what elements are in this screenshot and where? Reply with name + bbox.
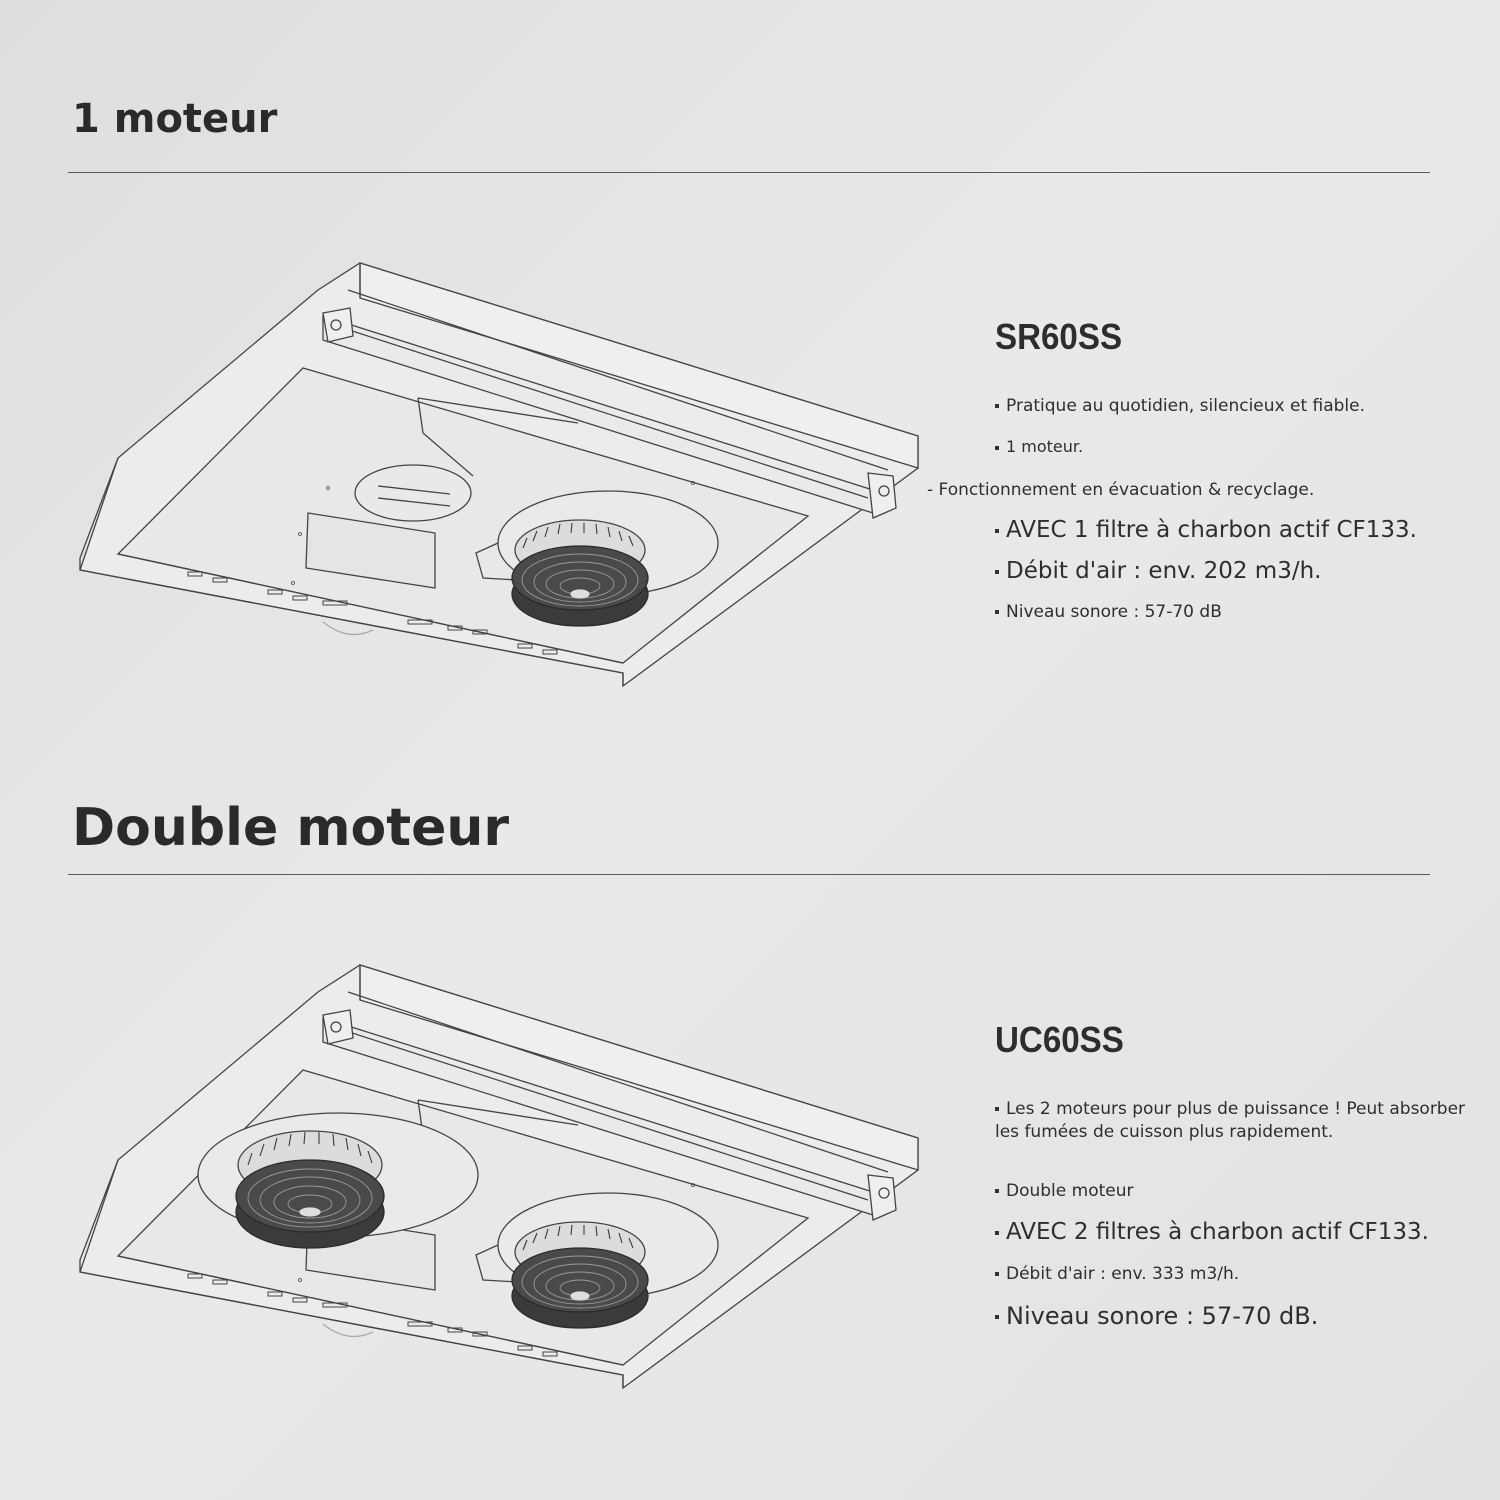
bullet-icon [995, 1231, 999, 1235]
bullet-text: Les 2 moteurs pour plus de puissance ! Peut absorber les fumées de cuisson plus rapidement. [995, 1099, 1466, 1142]
bullet-text: Double moteur [1006, 1181, 1134, 1201]
range-hood-drawing-double [78, 960, 923, 1390]
model-name: UC60SS [995, 1019, 1124, 1060]
model-name: SR60SS [995, 316, 1123, 357]
bullet-text: - Fonctionnement en évacuation & recyclage. [927, 480, 1315, 500]
feature-motor-count [995, 1181, 1134, 1201]
divider [68, 874, 1430, 875]
section-title: 1 moteur [72, 96, 278, 142]
feature-power [995, 1098, 1490, 1144]
bullet-text: AVEC 1 filtre à charbon actif CF133. [1006, 517, 1417, 543]
feature-airflow [995, 1264, 1239, 1284]
bullet-text: 1 moteur. [1006, 437, 1084, 456]
feature-filter [995, 1219, 1429, 1245]
bullet-icon [995, 1107, 999, 1111]
bullet-text: Débit d'air : env. 333 m3/h. [1006, 1264, 1240, 1284]
bullet-text: AVEC 2 filtres à charbon actif CF133. [1006, 1219, 1429, 1245]
feature-noise [995, 1302, 1318, 1330]
bullet-icon [995, 1272, 999, 1276]
bullet-text: Niveau sonore : 57-70 dB [1006, 602, 1222, 622]
bullet-text: Débit d'air : env. 202 m3/h. [1006, 558, 1322, 584]
bullet-icon [995, 1189, 999, 1193]
bullet-text: Pratique au quotidien, silencieux et fiable. [1006, 396, 1366, 416]
bullet-icon [995, 1315, 999, 1319]
bullet-text: Niveau sonore : 57-70 dB. [1006, 1302, 1319, 1330]
section-title: Double moteur [72, 798, 510, 858]
